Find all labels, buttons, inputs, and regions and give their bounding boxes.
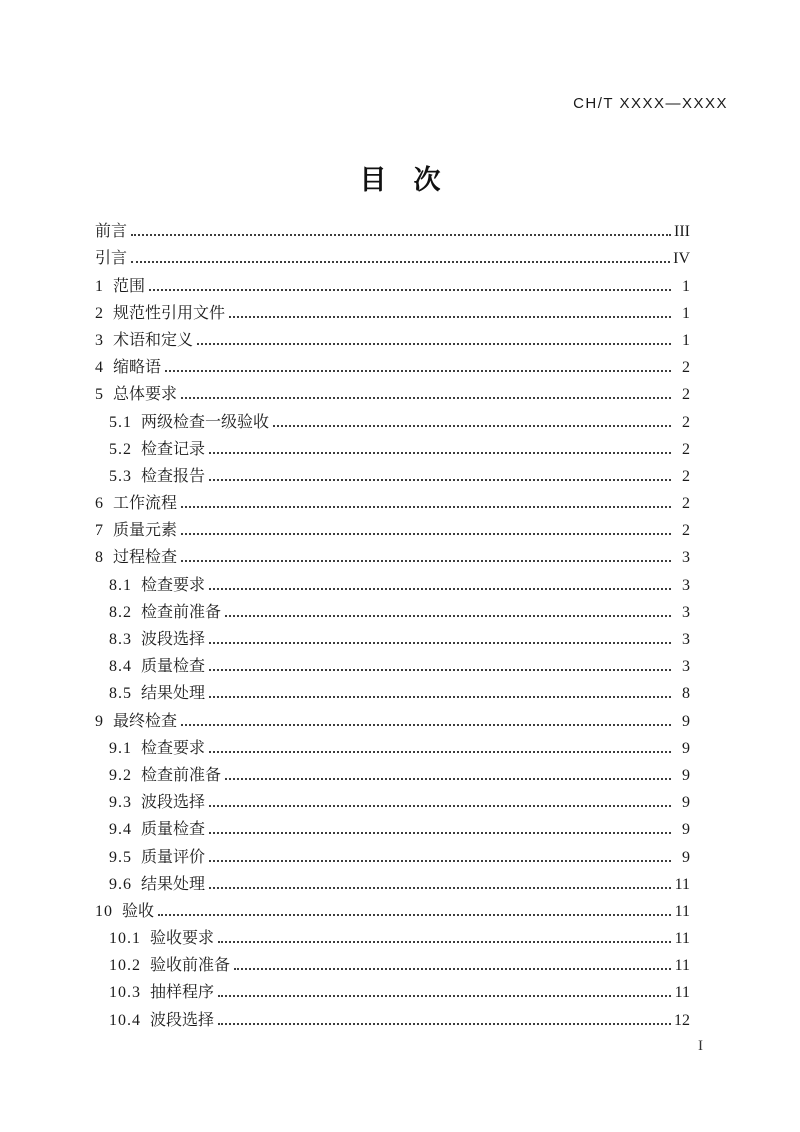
toc-entry xyxy=(95,649,690,676)
toc-entry-number: 2 xyxy=(95,304,104,322)
toc-entry xyxy=(95,432,690,459)
toc-dot-leader xyxy=(209,887,671,889)
toc-entry-label: 检查前准备 xyxy=(141,766,222,784)
toc-entry xyxy=(95,948,690,975)
standard-code-header: CH/T XXXX—XXXX xyxy=(573,95,728,112)
toc-entry-label: 质量检查 xyxy=(141,658,206,676)
toc-dot-leader xyxy=(209,588,671,590)
toc-dot-leader xyxy=(209,669,671,671)
toc-dot-leader xyxy=(273,425,671,427)
toc-dot-leader xyxy=(181,397,671,399)
toc-entry-page: 11 xyxy=(674,875,690,893)
toc-entry-label: 检查记录 xyxy=(141,440,206,458)
toc-entry-page: 1 xyxy=(682,331,690,349)
toc-entry-number: 8.2 xyxy=(109,603,132,621)
toc-entry-page: 3 xyxy=(682,603,690,621)
toc-entry-label: 前言 xyxy=(95,223,128,241)
toc-entry xyxy=(95,812,690,839)
toc-dot-leader xyxy=(229,316,671,318)
toc-entry-number: 5 xyxy=(95,386,104,404)
toc-entry-label: 术语和定义 xyxy=(113,331,194,349)
toc-dot-leader xyxy=(181,533,671,535)
toc-entry-number: 5.3 xyxy=(109,467,132,485)
toc-entry-number: 5.1 xyxy=(109,413,132,431)
toc-entry-number: 4 xyxy=(95,359,104,377)
toc-entry-number: 5.2 xyxy=(109,440,132,458)
toc-entry-label: 质量评价 xyxy=(141,848,206,866)
toc-entry-number: 9.5 xyxy=(109,848,132,866)
toc-dot-leader xyxy=(131,261,670,263)
toc-entry-number: 9.2 xyxy=(109,766,132,784)
toc-entry-number: 8 xyxy=(95,549,104,567)
toc-entry-page: 2 xyxy=(682,495,690,513)
toc-entry xyxy=(95,595,690,622)
toc-dot-leader xyxy=(158,914,671,916)
toc-entry-label: 抽样程序 xyxy=(150,984,215,1002)
toc-entry-number: 9.3 xyxy=(109,794,132,812)
toc-dot-leader xyxy=(209,452,671,454)
toc-entry-label: 检查要求 xyxy=(141,739,206,757)
toc-entry-label: 规范性引用文件 xyxy=(113,304,226,322)
toc-entry xyxy=(95,459,690,486)
toc-entry-label: 验收前准备 xyxy=(150,957,231,975)
toc-dot-leader xyxy=(209,860,671,862)
toc-entry-number: 3 xyxy=(95,331,104,349)
toc-entry-number: 10.1 xyxy=(109,930,141,948)
toc-entry xyxy=(95,731,690,758)
toc-entry-number: 9.1 xyxy=(109,739,132,757)
toc-dot-leader xyxy=(218,941,671,943)
toc-entry-label: 缩略语 xyxy=(113,359,162,377)
toc-entry xyxy=(95,676,690,703)
toc-entry-label: 过程检查 xyxy=(113,549,178,567)
toc-dot-leader xyxy=(149,289,671,291)
toc-entry-label: 两级检查一级验收 xyxy=(141,413,270,431)
toc-dot-leader xyxy=(181,506,671,508)
toc-entry-label: 检查报告 xyxy=(141,467,206,485)
table-of-contents xyxy=(95,214,690,1030)
toc-entry xyxy=(95,894,690,921)
toc-entry-label: 工作流程 xyxy=(113,495,178,513)
toc-entry-label: 结果处理 xyxy=(141,685,206,703)
toc-dot-leader xyxy=(225,615,671,617)
toc-dot-leader xyxy=(218,995,671,997)
toc-entry xyxy=(95,404,690,431)
toc-entry-number: 10.2 xyxy=(109,957,141,975)
toc-entry-number: 6 xyxy=(95,495,104,513)
toc-entry xyxy=(95,350,690,377)
toc-entry-page: 3 xyxy=(682,631,690,648)
toc-entry-number: 9.6 xyxy=(109,875,132,893)
toc-entry-page: 2 xyxy=(682,413,690,431)
toc-entry-number: 8.1 xyxy=(109,576,132,594)
toc-entry xyxy=(95,540,690,567)
toc-entry-page: 11 xyxy=(674,930,690,948)
toc-entry-page: 11 xyxy=(674,984,690,1002)
toc-entry xyxy=(95,758,690,785)
toc-entry-page: 11 xyxy=(674,957,690,975)
toc-dot-leader xyxy=(181,724,671,726)
toc-dot-leader xyxy=(209,805,671,807)
toc-entry-number: 9 xyxy=(95,712,104,730)
toc-entry-number: 8.4 xyxy=(109,658,132,676)
toc-entry-number: 7 xyxy=(95,522,104,540)
toc-entry-page: 2 xyxy=(682,359,690,377)
toc-entry-label: 验收要求 xyxy=(150,930,215,948)
toc-entry-label: 波段选择 xyxy=(141,794,206,812)
toc-entry-label: 验收 xyxy=(122,902,155,920)
toc-dot-leader xyxy=(197,343,671,345)
toc-entry xyxy=(95,377,690,404)
toc-entry xyxy=(95,703,690,730)
toc-entry-page: 9 xyxy=(682,821,690,839)
toc-entry-page: 1 xyxy=(682,304,690,322)
toc-dot-leader xyxy=(209,642,671,644)
toc-entry-page: 8 xyxy=(682,685,690,703)
toc-dot-leader xyxy=(225,778,671,780)
toc-entry-page: 2 xyxy=(682,440,690,458)
toc-entry-number: 8.3 xyxy=(109,631,132,648)
toc-entry-page: 2 xyxy=(682,522,690,540)
toc-entry xyxy=(95,839,690,866)
toc-entry xyxy=(95,241,690,268)
toc-entry xyxy=(95,486,690,513)
toc-entry-page: 9 xyxy=(682,766,690,784)
toc-entry-page: 3 xyxy=(682,658,690,676)
toc-entry-label: 范围 xyxy=(113,277,146,295)
toc-dot-leader xyxy=(218,1023,671,1025)
toc-entry xyxy=(95,785,690,812)
toc-entry-page: III xyxy=(674,223,690,241)
toc-entry-label: 波段选择 xyxy=(141,631,206,648)
toc-entry-label: 结果处理 xyxy=(141,875,206,893)
toc-entry-page: 2 xyxy=(682,467,690,485)
toc-entry-label: 最终检查 xyxy=(113,712,178,730)
toc-entry-label: 波段选择 xyxy=(150,1011,215,1029)
toc-entry xyxy=(95,567,690,594)
toc-entry xyxy=(95,975,690,1002)
toc-entry xyxy=(95,921,690,948)
toc-dot-leader xyxy=(209,751,671,753)
toc-entry xyxy=(95,513,690,540)
toc-entry-label: 引言 xyxy=(95,250,128,268)
toc-entry-page: 3 xyxy=(682,576,690,594)
toc-entry-page: 11 xyxy=(674,902,690,920)
toc-entry-page: 9 xyxy=(682,712,690,730)
toc-dot-leader xyxy=(234,968,671,970)
toc-entry-label: 总体要求 xyxy=(113,386,178,404)
footer-page-number: I xyxy=(698,1038,703,1054)
toc-entry-page: 9 xyxy=(682,739,690,757)
toc-entry-number: 9.4 xyxy=(109,821,132,839)
toc-entry-page: IV xyxy=(673,250,690,268)
toc-entry-number: 10.3 xyxy=(109,984,141,1002)
toc-entry-label: 质量检查 xyxy=(141,821,206,839)
toc-entry-page: 3 xyxy=(682,549,690,567)
toc-dot-leader xyxy=(209,479,671,481)
toc-entry-number: 10 xyxy=(95,902,113,920)
toc-dot-leader xyxy=(209,696,671,698)
toc-entry-page: 2 xyxy=(682,386,690,404)
toc-entry xyxy=(95,323,690,350)
toc-entry-label: 检查要求 xyxy=(141,576,206,594)
toc-entry xyxy=(95,214,690,241)
toc-dot-leader xyxy=(209,832,671,834)
toc-entry-page: 1 xyxy=(682,277,690,295)
toc-entry-label: 质量元素 xyxy=(113,522,178,540)
toc-entry-page: 12 xyxy=(674,1011,690,1029)
toc-entry xyxy=(95,268,690,295)
toc-entry xyxy=(95,622,690,649)
toc-entry xyxy=(95,867,690,894)
toc-dot-leader xyxy=(165,370,671,372)
toc-entry-number: 10.4 xyxy=(109,1011,141,1029)
page-title: 目 次 xyxy=(359,165,441,195)
toc-dot-leader xyxy=(131,234,671,236)
toc-entry xyxy=(95,1002,690,1029)
toc-dot-leader xyxy=(181,560,671,562)
toc-entry-number: 1 xyxy=(95,277,104,295)
toc-entry xyxy=(95,296,690,323)
toc-entry-number: 8.5 xyxy=(109,685,132,703)
toc-entry-label: 检查前准备 xyxy=(141,603,222,621)
toc-entry-page: 9 xyxy=(682,794,690,812)
toc-entry-page: 9 xyxy=(682,848,690,866)
